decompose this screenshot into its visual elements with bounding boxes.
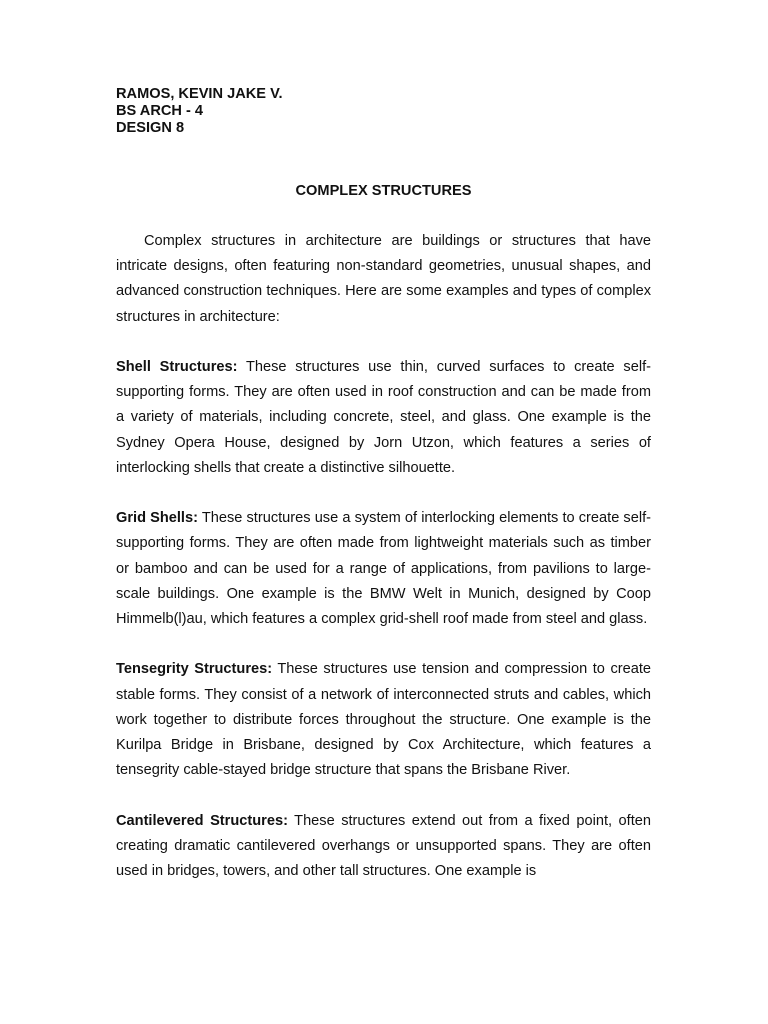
section-shell-structures [116, 355, 651, 481]
section-tensegrity-structures [116, 657, 651, 783]
intro-paragraph: Complex structures in architecture are buildings or structures that have intricate designs, often featuring non-standard geometries, unusual shapes, and advanced construction techniques. Here are some examples and types of complex structures in architecture: [116, 233, 651, 325]
section-text: These structures use tension and compression to create stable forms. They consist of a network of interconnected struts and cables, which work together to distribute forces throughout the structure. One example is the Kurilpa Bridge in Brisbane, designed by Cox Architecture, which features a tensegrity cable-stayed bridge structure that spans the Brisbane River. [116, 661, 652, 779]
author-course: DESIGN 8 [116, 120, 185, 136]
section-term: Tensegrity Structures: [116, 661, 273, 678]
section-cantilevered-structures [116, 809, 651, 885]
author-name: RAMOS, KEVIN JAKE V. [116, 86, 283, 102]
section-text: These structures extend out from a fixed point, often creating dramatic cantilevered overhangs or unsupported spans. They are often used in bridges, towers, and other tall structures. One example is [116, 812, 651, 880]
section-term: Cantilevered Structures: [116, 812, 288, 829]
author-program: BS ARCH - 4 [116, 103, 204, 119]
section-grid-shells [116, 506, 651, 632]
section-text: These structures use a system of interlocking elements to create self-supporting forms. They are often made from lightweight materials such as timber or bamboo and can be used for a range of applications, from pavilions to large-scale buildings. One example is the BMW Welt in Munich, designed by Coop Himmelb(l)au, which features a complex grid-shell roof made from steel and glass. [116, 510, 651, 628]
document-page [116, 86, 651, 884]
document-title: COMPLEX STRUCTURES [295, 183, 472, 199]
author-header [116, 86, 651, 137]
section-term: Shell Structures: [116, 359, 238, 375]
section-term: Grid Shells: [116, 510, 198, 527]
section-text: These structures use thin, curved surfaces to create self-supporting forms. They are often used in roof construction and can be made from a variety of materials, including concrete, steel, and glass. One example is the Sydney Opera House, designed by Jorn Utzon, which features a series of interlocking shells that create a distinctive silhouette. [116, 359, 651, 476]
